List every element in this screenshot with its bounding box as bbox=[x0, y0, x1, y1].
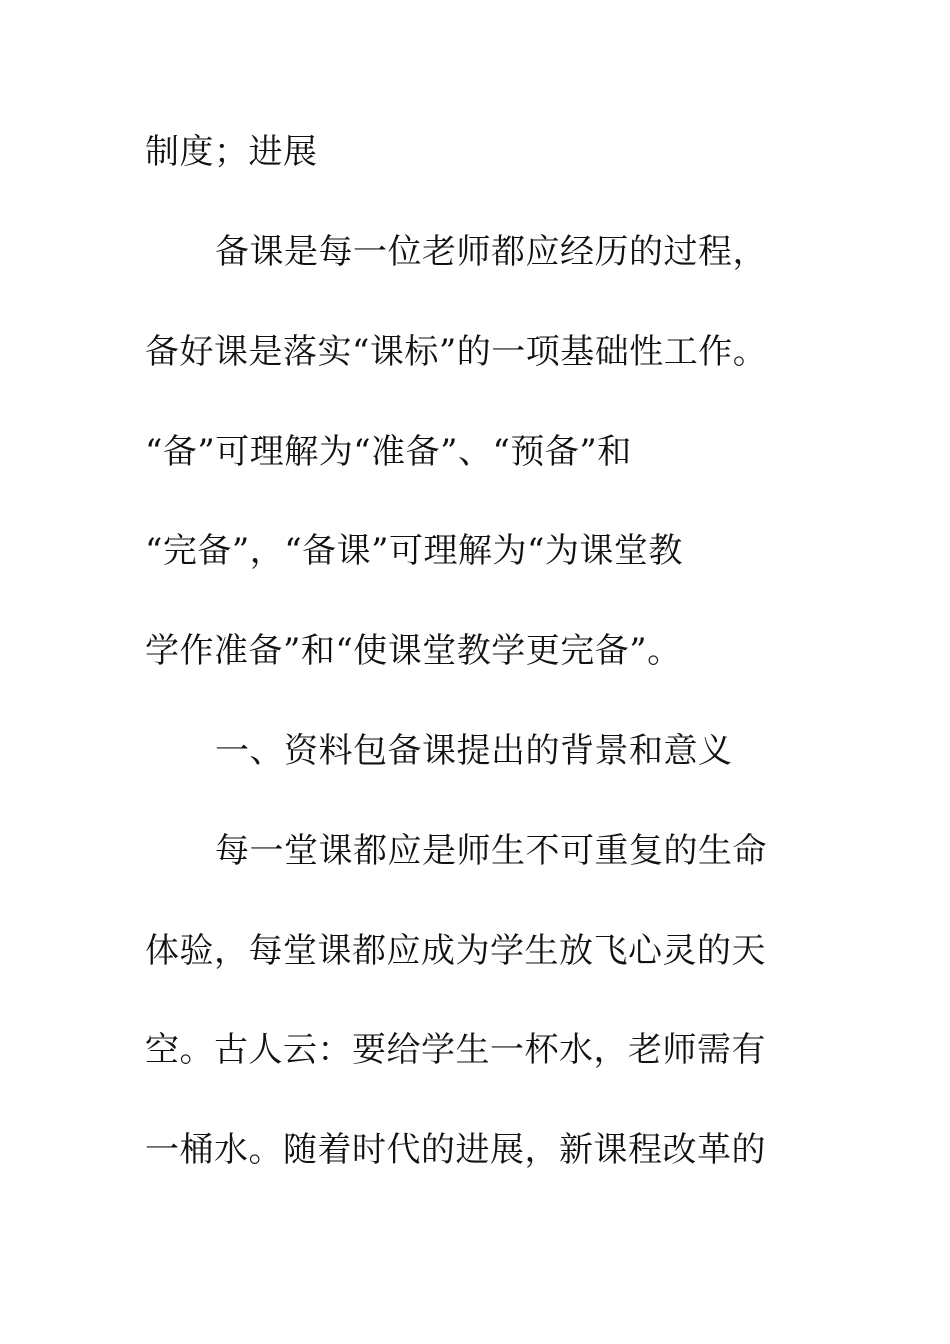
paragraph-line-10: 空。古人云：要给学生一杯水，老师需有 bbox=[145, 1030, 766, 1070]
section-heading: 一、资料包备课提出的背景和意义 bbox=[215, 731, 733, 771]
paragraph-line-11: 一桶水。随着时代的进展，新课程改革的 bbox=[145, 1130, 766, 1170]
paragraph-line-2: 备课是每一位老师都应经历的过程， bbox=[215, 232, 767, 272]
paragraph-line-4: “备”可理解为“准备”、“预备”和 bbox=[145, 432, 632, 472]
paragraph-line-6: 学作准备”和“使课堂教学更完备”。 bbox=[145, 631, 682, 671]
text-line-1: 制度；进展 bbox=[145, 132, 318, 172]
paragraph-line-5: “完备”，“备课”可理解为“为课堂教 bbox=[145, 531, 683, 571]
paragraph-line-3: 备好课是落实“课标”的一项基础性工作。 bbox=[145, 332, 768, 372]
paragraph-line-8: 每一堂课都应是师生不可重复的生命 bbox=[215, 831, 767, 871]
paragraph-line-9: 体验，每堂课都应成为学生放飞心灵的天 bbox=[145, 931, 766, 971]
